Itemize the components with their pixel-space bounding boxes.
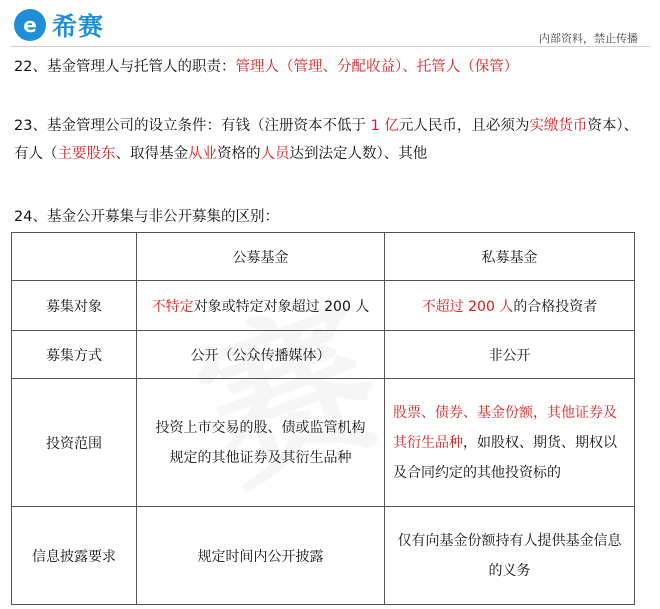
item-23-text-1: 23、基金管理公司的设立条件：有钱（注册资本不低于 <box>14 118 371 134</box>
item-23-red-5: 人员 <box>260 146 290 162</box>
logo-icon: e <box>14 9 46 41</box>
public-cell: 投资上市交易的股、债或监管机构规定的其他证券及其衍生品种 <box>137 379 385 507</box>
private-cell: 仅有向基金份额持有人提供基金信息的义务 <box>385 507 635 605</box>
private-cell <box>385 379 635 507</box>
item-23-red-3: 主要股东 <box>57 146 116 162</box>
item-23 <box>14 112 644 168</box>
table-header-cell <box>12 233 137 281</box>
private-cell: 非公开 <box>385 331 635 379</box>
item-23-text-2: 元人民币，且必须为 <box>398 118 530 134</box>
row-label: 信息披露要求 <box>12 507 137 605</box>
private-cell <box>385 281 635 331</box>
public-cell <box>137 281 385 331</box>
row-label: 募集方式 <box>12 331 137 379</box>
item-23-red-4: 从业 <box>188 146 217 162</box>
public-cell: 公开（公众传播媒体） <box>137 331 385 379</box>
table-header-row <box>12 233 635 281</box>
item-23-red-2: 实缴货币 <box>529 118 588 134</box>
table-row <box>12 507 635 605</box>
private-text: ，如股权、期货、期权以及合同约定的其他投资标的 <box>393 434 617 481</box>
table-row <box>12 379 635 507</box>
table-row <box>12 331 635 379</box>
public-cell: 规定时间内公开披露 <box>137 507 385 605</box>
public-text: 对象或特定对象超过 200 人 <box>193 298 370 315</box>
row-label: 募集对象 <box>12 281 137 331</box>
logo <box>14 8 104 42</box>
item-23-text-6: 达到法定人数）、其他 <box>289 146 428 162</box>
header-divider <box>10 46 650 47</box>
item-24-title: 24、基金公开募集与非公开募集的区别： <box>14 209 279 225</box>
item-23-text-4: 、取得基金 <box>115 146 188 162</box>
table-row <box>12 281 635 331</box>
row-label: 投资范围 <box>12 379 137 507</box>
logo-text: 希赛 <box>52 12 105 41</box>
public-highlight: 不特定 <box>151 298 194 315</box>
table-header-cell: 私募基金 <box>385 233 635 281</box>
item-23-text-3: 资本）、有人（ <box>14 118 639 162</box>
header-note: 内部资料，禁止传播 <box>539 32 638 45</box>
private-highlight: 不超过 200 人 <box>421 298 514 315</box>
private-highlight: 股票、债券、基金份额，其他证券及其衍生品种 <box>393 404 617 451</box>
item-23-text-5: 资格的 <box>217 146 261 162</box>
item-22 <box>14 53 518 81</box>
item-23-red-1: 1 亿 <box>370 118 399 134</box>
table-header-cell: 公募基金 <box>137 233 385 281</box>
item-22-prefix: 22、基金管理人与托管人的职责： <box>14 59 236 75</box>
private-text: 的合格投资者 <box>513 298 598 315</box>
comparison-table <box>11 232 635 605</box>
item-22-answer: 管理人（管理、分配收益）、托管人（保管） <box>235 59 519 75</box>
page-header <box>0 0 660 50</box>
